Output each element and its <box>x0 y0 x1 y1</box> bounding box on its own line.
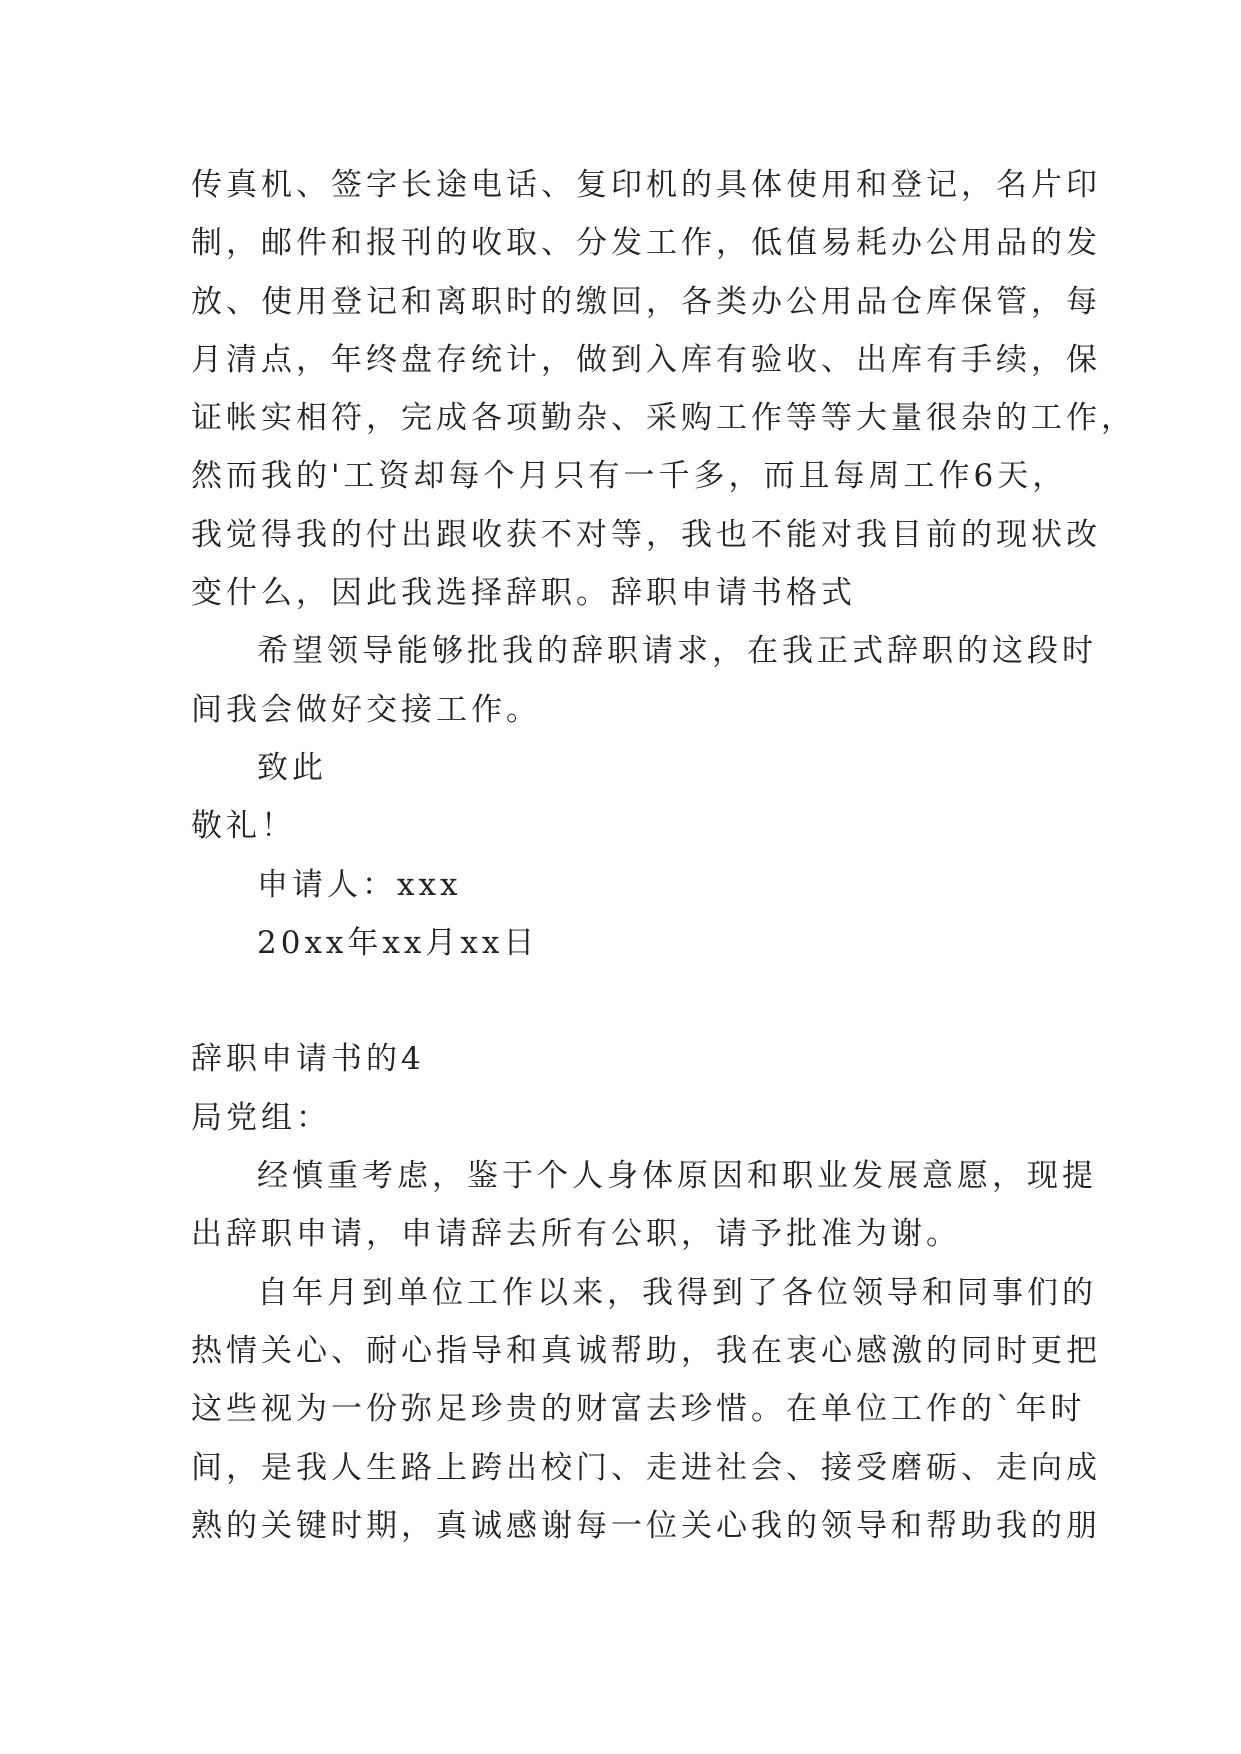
closing-zhici: 致此 <box>257 749 327 786</box>
text-line: 证帐实相符，完成各项勤杂、采购工作等等大量很杂的工作， <box>191 400 1136 437</box>
text-line: 热情关心、耐心指导和真诚帮助，我在衷心感激的同时更把 <box>191 1332 1101 1369</box>
text-line: 制，邮件和报刊的收取、分发工作，低值易耗办公用品的发 <box>191 225 1101 262</box>
paragraph-duties <box>191 156 1136 622</box>
text-line: 然而我的'工资却每个月只有一千多，而且每周工作6天， <box>191 458 1068 495</box>
signature-date: 20xx年xx月xx日 <box>257 924 539 961</box>
paragraph-resignation <box>191 1147 1097 1264</box>
text-line: 希望领导能够批我的辞职请求，在我正式辞职的这段时 <box>257 633 1097 670</box>
section-spacer <box>191 972 1057 1030</box>
text-line: 传真机、签字长途电话、复印机的具体使用和登记，名片印 <box>191 167 1101 203</box>
paragraph-gratitude <box>191 1264 1101 1555</box>
text-line: 放、使用登记和离职时的缴回，各类办公用品仓库保管，每 <box>191 283 1101 320</box>
applicant-signature: 申请人：xxx <box>257 866 462 903</box>
paragraph-request <box>191 622 1097 739</box>
document-body <box>191 156 1136 1555</box>
text-line: 我觉得我的付出跟收获不对等，我也不能对我目前的现状改 <box>191 516 1101 553</box>
text-line: 熟的关键时期，真诚感谢每一位关心我的领导和帮助我的朋 <box>191 1507 1101 1544</box>
text-line: 间，是我人生路上跨出校门、走进社会、接受磨砺、走向成 <box>191 1449 1101 1486</box>
text-line: 间我会做好交接工作。 <box>191 691 541 728</box>
text-line: 经慎重考虑，鉴于个人身体原因和职业发展意愿，现提 <box>257 1158 1097 1195</box>
closing-jingli: 敬礼！ <box>191 808 296 845</box>
salutation: 局党组： <box>191 1099 331 1136</box>
section-title: 辞职申请书的4 <box>191 1041 425 1078</box>
text-line: 变什么，因此我选择辞职。辞职申请书格式 <box>191 575 856 612</box>
text-line: 自年月到单位工作以来，我得到了各位领导和同事们的 <box>257 1274 1097 1311</box>
text-line: 月清点，年终盘存统计，做到入库有验收、出库有手续，保 <box>191 341 1101 378</box>
text-line: 出辞职申请，申请辞去所有公职，请予批准为谢。 <box>191 1216 961 1253</box>
text-line: 这些视为一份弥足珍贵的财富去珍惜。在单位工作的`年时 <box>191 1391 1086 1428</box>
